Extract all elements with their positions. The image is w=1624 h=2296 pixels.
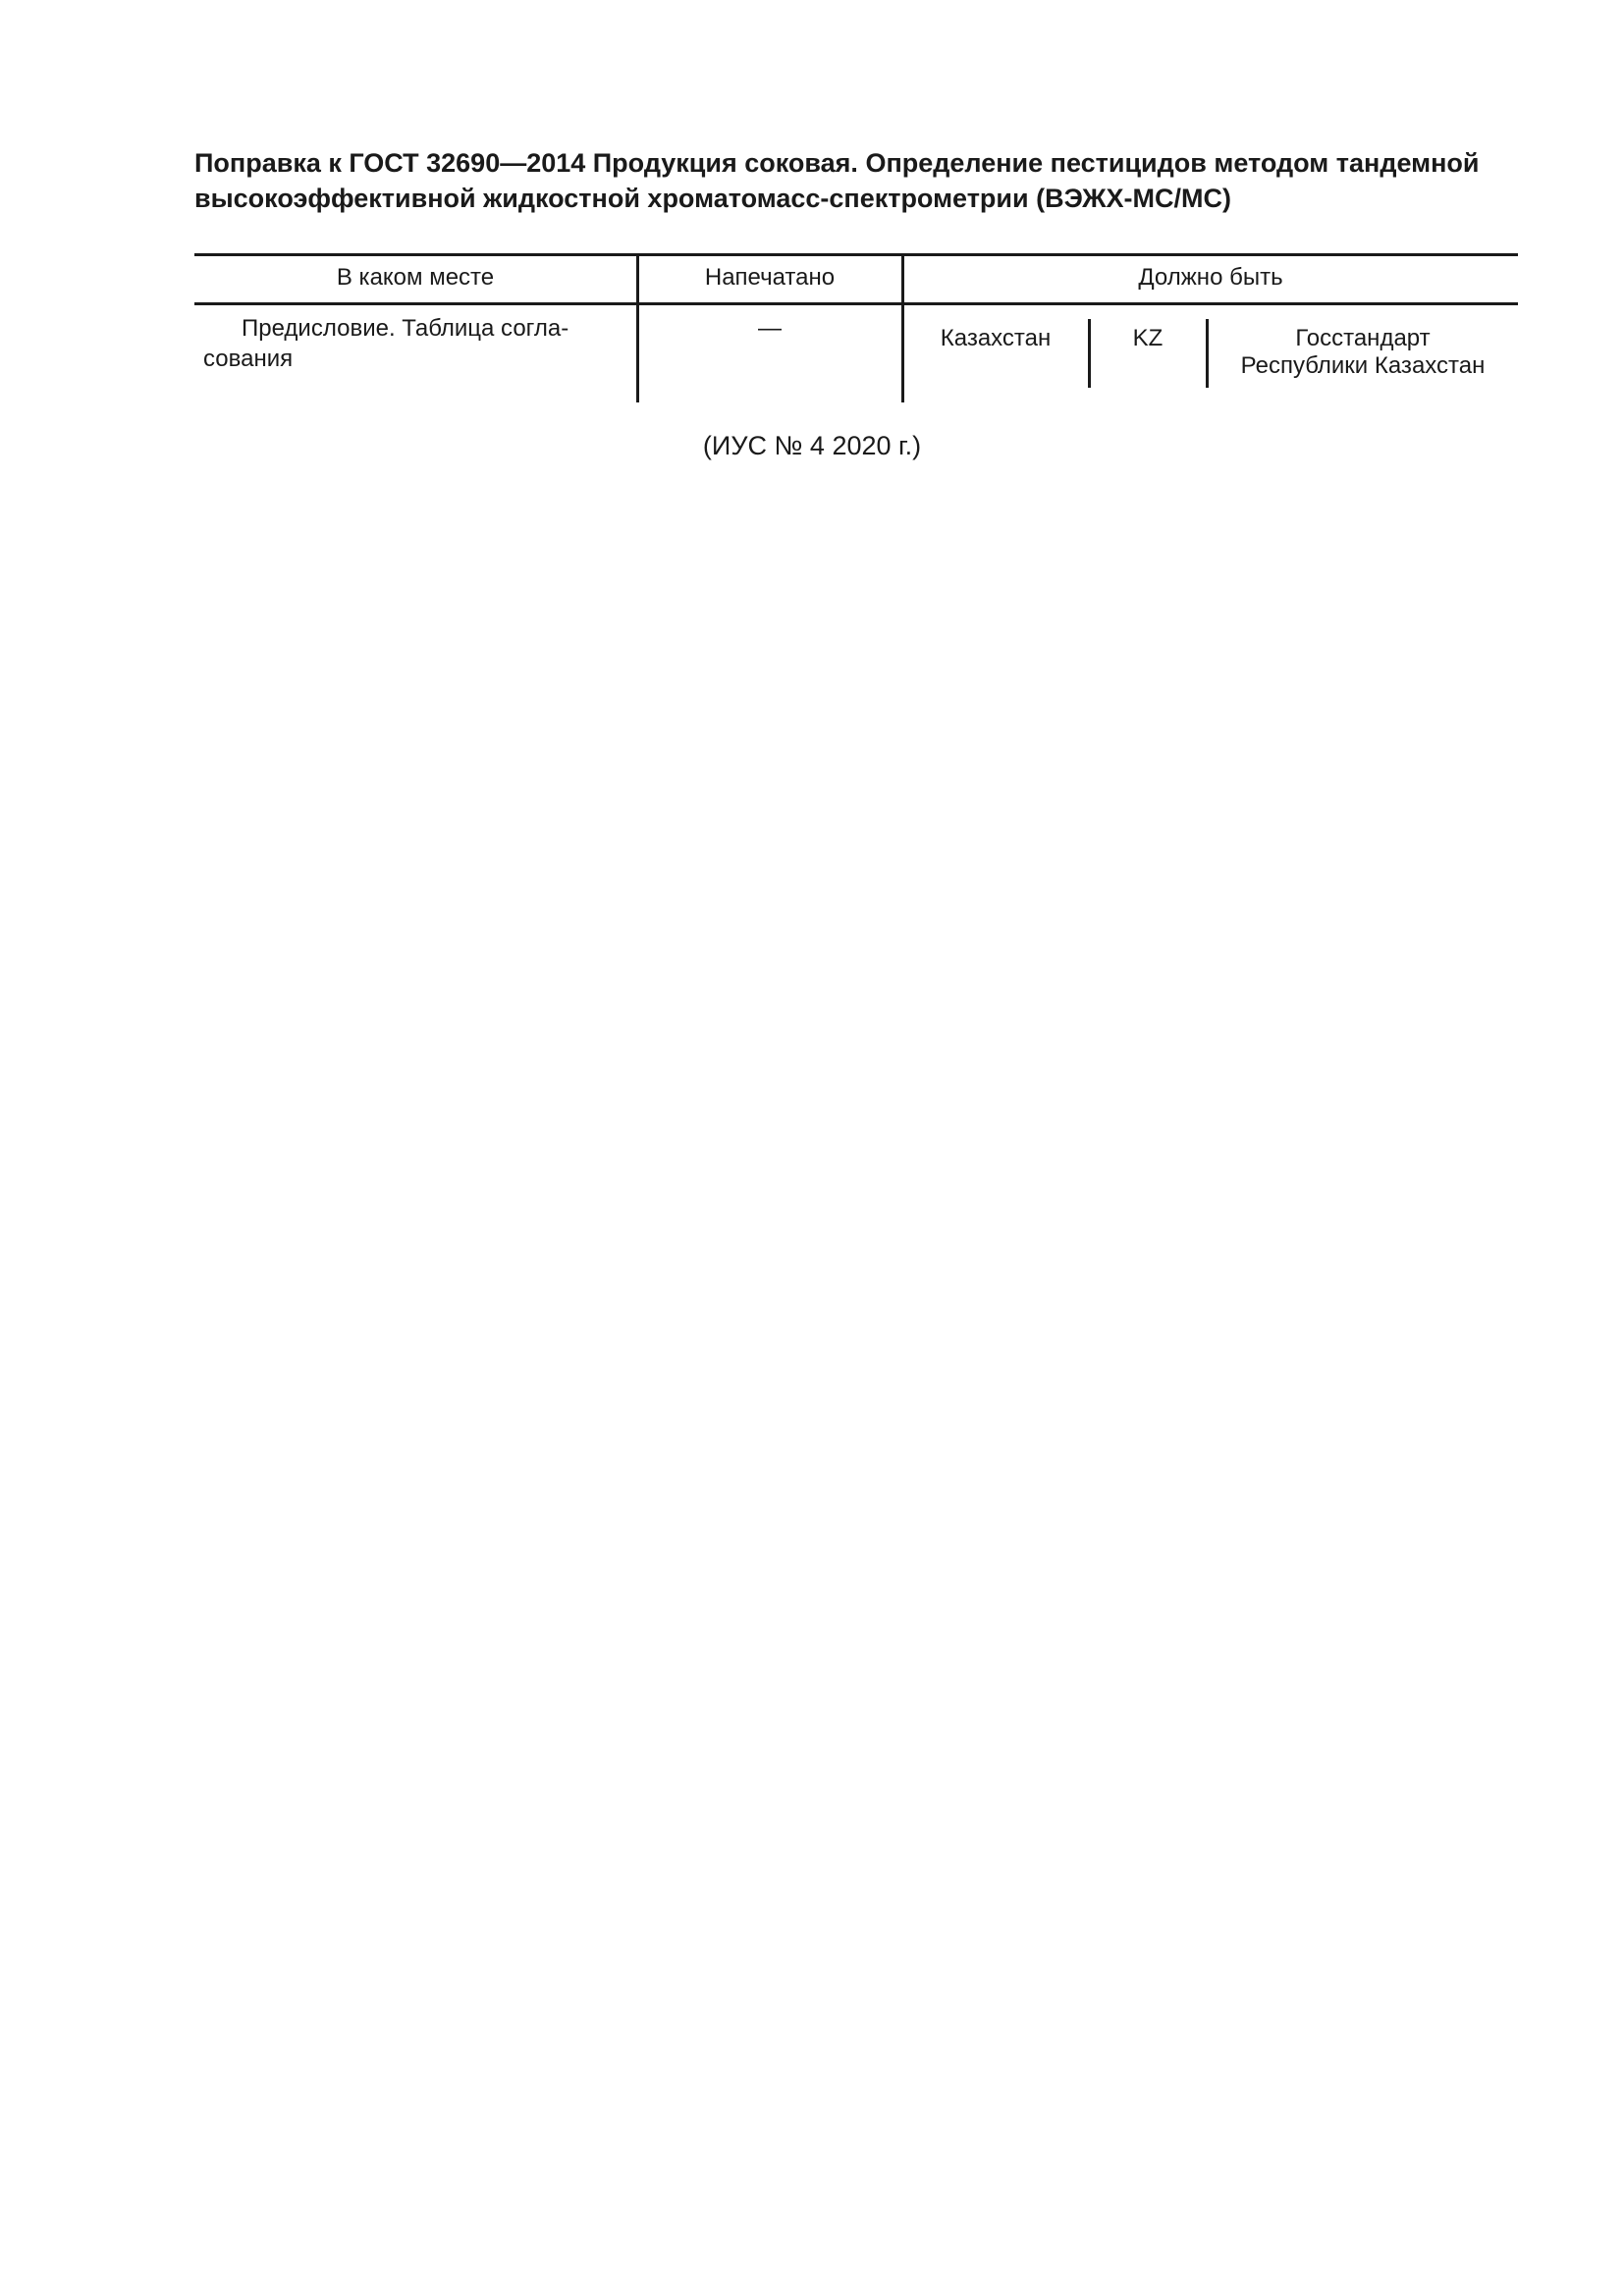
document-title bbox=[194, 145, 1520, 216]
row-body-line-2: Республики Казахстан bbox=[1240, 352, 1486, 379]
title-line-1: Поправка к ГОСТ 32690—2014 Продукция соковая. Определение пестицидов методом тандемной bbox=[194, 148, 1480, 178]
header-printed: Напечатано bbox=[704, 264, 836, 291]
header-where: В каком месте bbox=[336, 264, 495, 291]
row-where-line-2: сования bbox=[203, 346, 294, 372]
row-code: KZ bbox=[1132, 325, 1164, 351]
row-body-line-1: Госстандарт bbox=[1295, 325, 1431, 351]
issue-reference: (ИУС № 4 2020 г.) bbox=[702, 431, 922, 460]
table-header-rule bbox=[194, 302, 1518, 305]
row-printed: — bbox=[758, 315, 782, 342]
title-line-2: высокоэффективной жидкостной хроматомасс-спектрометрии (ВЭЖХ-МС/МС) bbox=[194, 184, 1232, 213]
row-where-line-1: Предисловие. Таблица согла- bbox=[242, 315, 569, 342]
correction-table bbox=[194, 253, 1518, 402]
row-country: Казахстан bbox=[940, 325, 1052, 351]
header-should-be: Должно быть bbox=[1138, 264, 1283, 291]
table-top-rule bbox=[194, 253, 1518, 256]
